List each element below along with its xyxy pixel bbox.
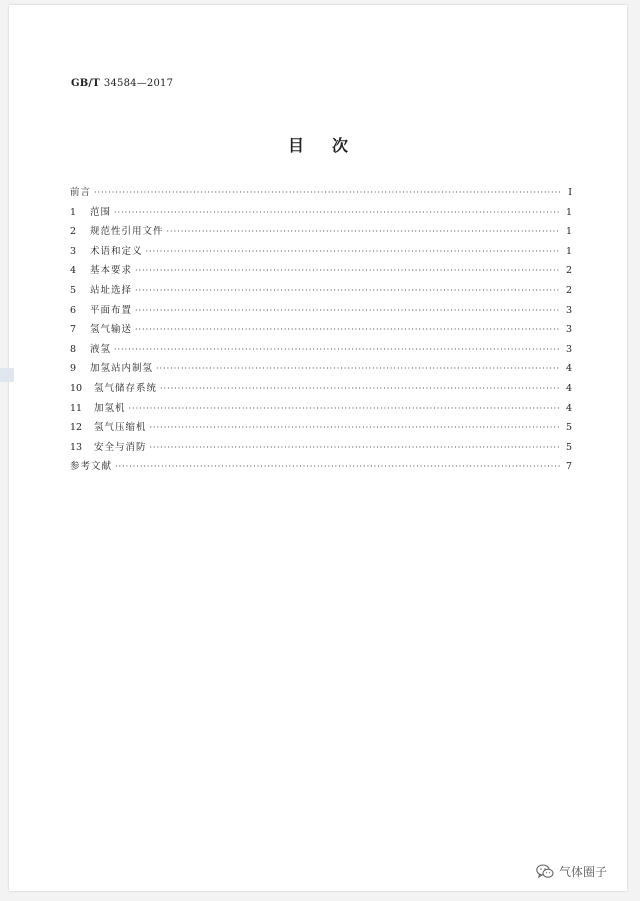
toc-entry-label: 安全与消防 (94, 441, 147, 453)
toc-entry-label: 前言 (70, 187, 92, 198)
toc-leader-dots (156, 364, 560, 373)
toc-page-number: 5 (565, 422, 572, 434)
toc-leader-dots (94, 188, 560, 197)
toc-entry-4[interactable] (70, 262, 572, 282)
toc-entry-number: 11 (70, 402, 83, 414)
toc-page-number: 3 (565, 324, 572, 336)
toc-entry-foreword[interactable] (70, 184, 572, 204)
table-of-contents (70, 184, 572, 478)
toc-entry-number: 5 (70, 284, 77, 296)
toc-page-number: 3 (565, 304, 572, 316)
toc-entry-6[interactable] (70, 302, 572, 322)
toc-entry-7[interactable] (70, 321, 572, 341)
wechat-icon (536, 864, 554, 879)
toc-entry-label: 站址选择 (90, 284, 133, 296)
toc-entry-9[interactable] (70, 360, 572, 380)
toc-page-number: 2 (565, 265, 572, 277)
toc-entry-11[interactable] (70, 400, 572, 420)
toc-title: 目次 (287, 136, 376, 155)
side-scroll-tab[interactable] (0, 368, 14, 382)
toc-leader-dots (135, 325, 560, 334)
toc-entry-number: 9 (70, 363, 77, 375)
toc-page-number: I (568, 187, 572, 198)
toc-page-number: 1 (565, 245, 572, 257)
toc-entry-label: 参考文献 (70, 461, 113, 473)
toc-leader-dots (150, 423, 560, 432)
standard-code (71, 78, 173, 89)
toc-entry-label: 加氢站内制氢 (90, 363, 154, 375)
toc-entry-label: 规范性引用文件 (90, 226, 164, 238)
toc-entry-label: 基本要求 (90, 265, 133, 277)
toc-entry-5[interactable] (70, 282, 572, 302)
toc-entry-number: 12 (70, 422, 83, 434)
toc-page-number: 1 (565, 206, 572, 218)
toc-leader-dots (160, 384, 560, 393)
toc-page-number: 1 (565, 226, 572, 238)
toc-leader-dots (150, 443, 560, 452)
toc-entry-number: 4 (70, 265, 77, 277)
toc-entry-label: 术语和定义 (90, 245, 143, 257)
toc-entry-label: 平面布置 (90, 304, 133, 316)
toc-leader-dots (146, 247, 560, 256)
toc-page-number: 4 (565, 402, 572, 414)
toc-entry-12[interactable] (70, 419, 572, 439)
toc-entry-label: 氢气压缩机 (94, 422, 147, 434)
toc-entry-number: 6 (70, 304, 77, 316)
toc-leader-dots (115, 462, 560, 471)
toc-leader-dots (114, 345, 560, 354)
toc-entry-number: 10 (70, 382, 83, 394)
watermark (536, 863, 607, 880)
toc-entry-label: 范围 (90, 206, 112, 218)
toc-entry-number: 1 (70, 206, 77, 218)
toc-leader-dots (135, 306, 560, 315)
watermark-text: 气体圈子 (558, 865, 607, 879)
toc-leader-dots (167, 227, 560, 236)
toc-entry-number: 8 (70, 343, 77, 355)
toc-entry-label: 加氢机 (94, 402, 126, 414)
toc-entry-8[interactable] (70, 341, 572, 361)
document-page (9, 5, 627, 891)
toc-page-number: 4 (565, 363, 572, 375)
toc-entry-references[interactable] (70, 458, 572, 478)
toc-entry-label: 氢气储存系统 (94, 382, 158, 394)
toc-page-number: 5 (565, 441, 572, 453)
toc-entry-3[interactable] (70, 243, 572, 263)
toc-entry-13[interactable] (70, 439, 572, 459)
toc-page-number: 4 (565, 382, 572, 394)
toc-leader-dots (135, 286, 560, 295)
toc-entry-number: 7 (70, 324, 77, 336)
toc-page-number: 3 (565, 343, 572, 355)
toc-leader-dots (129, 404, 560, 413)
toc-leader-dots (114, 208, 560, 217)
toc-leader-dots (135, 266, 560, 275)
toc-entry-number: 13 (70, 441, 83, 453)
toc-entry-10[interactable] (70, 380, 572, 400)
toc-page-number: 7 (565, 461, 572, 473)
toc-entry-2[interactable] (70, 223, 572, 243)
standard-prefix: GB/T (71, 78, 100, 89)
toc-page-number: 2 (565, 284, 572, 296)
toc-entry-number: 2 (70, 226, 77, 238)
standard-number: 34584—2017 (103, 78, 174, 89)
toc-entry-1[interactable] (70, 204, 572, 224)
toc-entry-number: 3 (70, 245, 77, 257)
toc-entry-label: 氢气输送 (90, 324, 133, 336)
toc-entry-label: 液氢 (90, 343, 112, 355)
